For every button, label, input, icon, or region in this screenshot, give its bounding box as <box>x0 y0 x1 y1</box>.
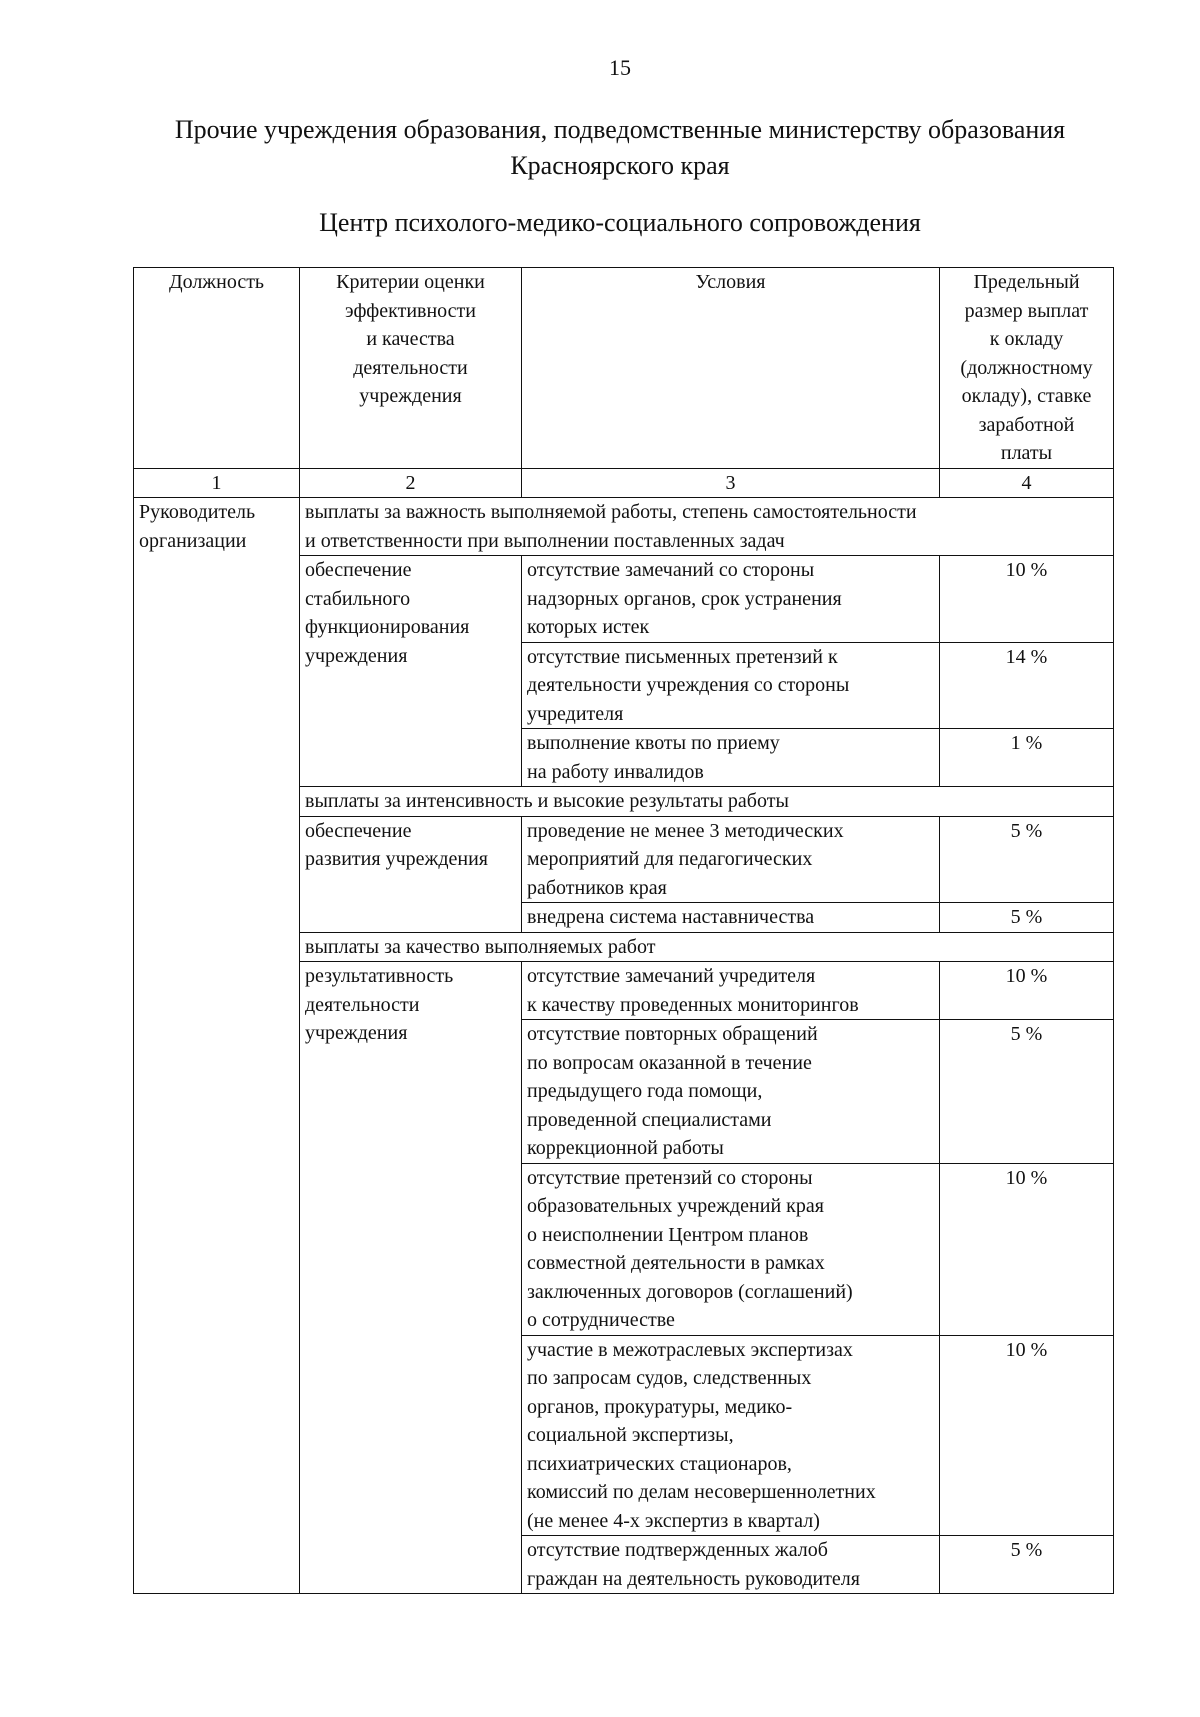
payment-value: 10 % <box>940 1335 1114 1536</box>
condition-line: о неисполнении Центром планов <box>527 1223 809 1246</box>
condition-line: проведение не менее 3 методических <box>527 819 844 842</box>
condition-line: граждан на деятельность руководителя <box>527 1567 860 1590</box>
condition-line: комиссий по делам несовершеннолетних <box>527 1481 876 1503</box>
condition-line: совместной деятельности в рамках <box>527 1252 825 1274</box>
document-heading <box>90 112 1150 184</box>
header-max-payment <box>940 268 1114 469</box>
condition-line: психиатрических стационаров, <box>527 1452 792 1475</box>
condition-line: по вопросам оказанной в течение <box>527 1051 812 1074</box>
condition-line: отсутствие письменных претензий к <box>527 645 838 668</box>
column-number: 2 <box>300 468 522 498</box>
condition-cell <box>522 1536 940 1594</box>
header-conditions: Условия <box>522 268 940 469</box>
criteria-line: деятельности <box>305 993 420 1016</box>
criteria-line: результативность <box>305 965 454 987</box>
condition-line: органов, прокуратуры, медико- <box>527 1395 793 1418</box>
payment-value: 5 % <box>940 1020 1114 1164</box>
criteria-cell <box>300 962 522 1594</box>
condition-line: образовательных учреждений края <box>527 1195 824 1217</box>
condition-line: надзорных органов, срок устранения <box>527 587 842 610</box>
condition-cell <box>522 1163 940 1335</box>
condition-line: работников края <box>527 876 667 899</box>
document-subtitle: Центр психолого-медико-социального сопровождения <box>319 208 921 237</box>
column-number: 3 <box>522 468 940 498</box>
condition-cell <box>522 1020 940 1164</box>
condition-line: участие в межотраслевых экспертизах <box>527 1338 853 1361</box>
condition-line: проведенной специалистами <box>527 1108 772 1131</box>
criteria-line: обеспечение <box>305 559 412 581</box>
condition-line: на работу инвалидов <box>527 760 704 783</box>
header-position: Должность <box>134 268 300 469</box>
condition-line: отсутствие претензий со стороны <box>527 1166 813 1189</box>
payments-table <box>133 267 1114 1594</box>
header-max-payment-line: окладу), ставке <box>961 385 1092 407</box>
criteria-line: развития учреждения <box>305 848 488 870</box>
condition-line: предыдущего года помощи, <box>527 1080 763 1102</box>
header-max-payment-line: Предельный <box>973 271 1080 293</box>
condition-cell <box>522 816 940 903</box>
payment-value: 10 % <box>940 962 1114 1020</box>
header-max-payment-line: к окладу <box>989 328 1064 350</box>
condition-line: отсутствие замечаний учредителя <box>527 965 816 987</box>
condition-line: учредителя <box>527 702 624 725</box>
header-max-payment-line: платы <box>1000 442 1053 464</box>
payment-value: 10 % <box>940 556 1114 643</box>
criteria-line: учреждения <box>305 644 408 667</box>
condition-cell <box>522 903 940 933</box>
payment-value: 10 % <box>940 1163 1114 1335</box>
section-title <box>300 498 1114 556</box>
condition-line: социальной экспертизы, <box>527 1424 734 1446</box>
page-number: 15 <box>609 55 631 80</box>
payment-value: 14 % <box>940 642 1114 729</box>
criteria-line: обеспечение <box>305 819 412 842</box>
header-row <box>134 268 1114 469</box>
condition-line: отсутствие замечаний со стороны <box>527 559 815 581</box>
header-criteria-line: деятельности <box>353 356 468 379</box>
condition-cell <box>522 556 940 643</box>
payment-value: 5 % <box>940 903 1114 933</box>
condition-line: которых истек <box>527 616 650 638</box>
section-title-line: выплаты за интенсивность и высокие результаты работы <box>305 790 789 812</box>
criteria-line: учреждения <box>305 1022 408 1044</box>
condition-line: по запросам судов, следственных <box>527 1367 812 1389</box>
position-line: организации <box>139 529 247 552</box>
section-title <box>300 787 1114 817</box>
condition-line: отсутствие подтвержденных жалоб <box>527 1539 828 1561</box>
criteria-cell <box>300 556 522 787</box>
criteria-cell <box>300 816 522 932</box>
condition-line: деятельности учреждения со стороны <box>527 674 850 696</box>
header-max-payment-line: заработной <box>978 413 1075 436</box>
column-number: 1 <box>134 468 300 498</box>
condition-line: внедрена система наставничества <box>527 906 815 928</box>
header-criteria-line: эффективности <box>344 299 476 322</box>
condition-line: к качеству проведенных мониторингов <box>527 993 859 1016</box>
column-number-row <box>134 468 1114 498</box>
condition-line: о сотрудничестве <box>527 1309 675 1331</box>
condition-cell <box>522 962 940 1020</box>
condition-line: коррекционной работы <box>527 1137 724 1159</box>
condition-line: мероприятий для педагогических <box>527 848 813 870</box>
header-criteria-line: учреждения <box>359 385 462 407</box>
section-title-line: и ответственности при выполнении поставленных задач <box>305 529 785 552</box>
section-title-line: выплаты за важность выполняемой работы, степень самостоятельности <box>305 501 917 523</box>
position-cell <box>134 498 300 1594</box>
condition-cell <box>522 1335 940 1536</box>
condition-line: отсутствие повторных обращений <box>527 1023 818 1045</box>
condition-cell <box>522 729 940 787</box>
section-title <box>300 932 1114 962</box>
header-criteria-line: Критерии оценки <box>336 271 485 293</box>
heading-line-1: Прочие учреждения образования, подведомственные министерству образования <box>174 115 1066 144</box>
column-number: 4 <box>940 468 1114 498</box>
condition-cell <box>522 642 940 729</box>
payment-value: 1 % <box>940 729 1114 787</box>
header-max-payment-line: размер выплат <box>964 299 1089 322</box>
payment-value: 5 % <box>940 816 1114 903</box>
section-title-line: выплаты за качество выполняемых работ <box>305 935 656 958</box>
criteria-line: стабильного <box>305 587 411 610</box>
header-max-payment-line: (должностному <box>960 356 1093 379</box>
heading-line-2: Красноярского края <box>510 151 730 180</box>
condition-line: выполнение квоты по приему <box>527 732 780 754</box>
header-criteria <box>300 268 522 469</box>
header-criteria-line: и качества <box>366 328 455 350</box>
condition-line: (не менее 4-х экспертиз в квартал) <box>527 1509 820 1532</box>
position-line: Руководитель <box>139 501 256 523</box>
criteria-line: функционирования <box>305 616 470 638</box>
section-title-row <box>134 498 1114 556</box>
condition-line: заключенных договоров (соглашений) <box>527 1280 853 1303</box>
payment-value: 5 % <box>940 1536 1114 1594</box>
